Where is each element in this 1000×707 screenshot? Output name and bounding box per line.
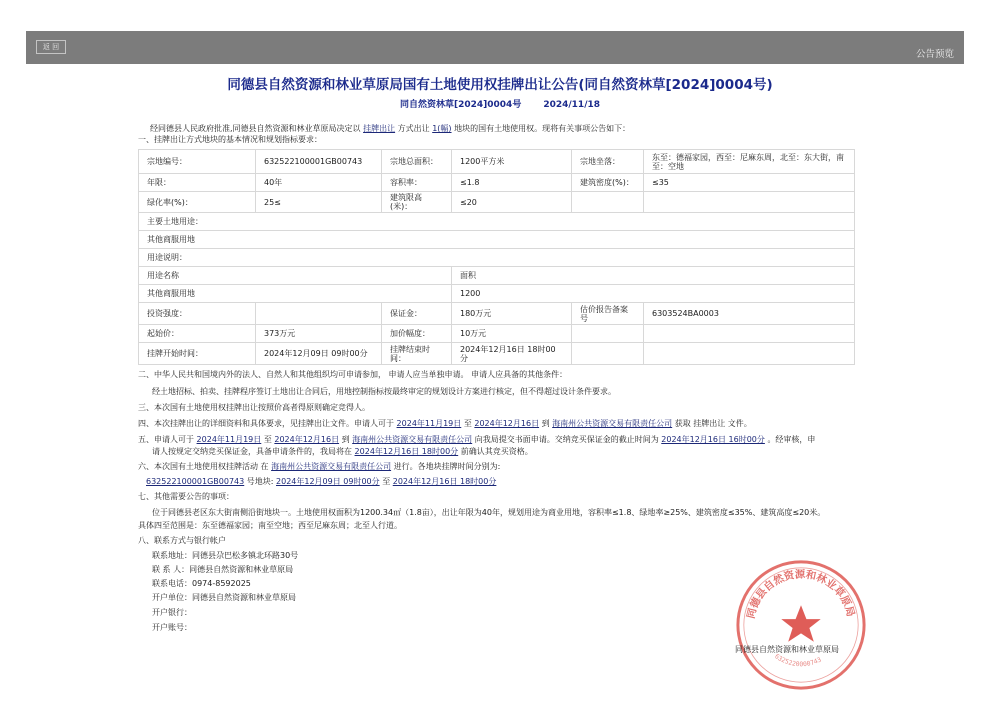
table-row: 绿化率(%)： 25≤ 建筑限高(米)： ≤20 (139, 192, 855, 213)
section-7-line-2: 具体四至范围是：东至德福家园；南至空地；西至尼麻东周；北至人行道。 (138, 521, 402, 530)
height-limit: ≤20 (452, 192, 572, 213)
section-6-schedule: 632522100001GB00743 号地块: 2024年12月09日 09时00分 至 2024年12月16日 18时00分 (146, 477, 497, 486)
account-number: 开户账号： (152, 623, 192, 632)
schedule-end: 2024年12月16日 18时00分 (392, 477, 497, 486)
section-3-text: 三、本次国有土地使用权挂牌出让按照价高者得原则确定竞得人。 (138, 403, 370, 412)
term: 40年 (256, 174, 382, 192)
starting-price: 373万元 (256, 325, 382, 343)
parcel-number: 632522100001GB00743 (256, 150, 382, 174)
parcel-location: 东至：德福家园，西至：尼麻东周，北至：东大街，南至：空地 (644, 150, 855, 174)
investment-intensity (256, 303, 382, 325)
listing-end-time: 2024年12月16日 18时00分 (452, 343, 572, 365)
document-period-end: 2024年12月16日 (474, 419, 540, 428)
section-8-heading: 八、联系方式与银行帐户 (138, 536, 226, 545)
schedule-start: 2024年12月09日 09时00分 (276, 477, 380, 486)
seal-arc-text: 同德县自然资源和林业草原局 (745, 568, 857, 620)
deposit-deadline: 2024年12月16日 16时00分 (661, 435, 765, 444)
use-area: 1200 (452, 285, 855, 303)
table-row: 用途名称 面积 (139, 267, 855, 285)
section-7-heading: 七、其他需要公告的事项： (138, 492, 234, 501)
contact-phone: 联系电话：0974-8592025 (152, 579, 251, 588)
signature-organization: 同德县自然资源和林业草原局 (735, 645, 839, 654)
seal-graphic (732, 556, 870, 694)
section-4-text: 四、本次挂牌出让的详细资料和具体要求，见挂牌出让文件。申请人可于 2024年11月19日 至 2024年12月16日 到 海南州公共资源交易有限责任公司 获取 挂牌出让 文件。 (138, 419, 752, 428)
qualification-confirm-time: 2024年12月16日 18时00分 (354, 447, 459, 456)
parcel-info-table (138, 149, 855, 365)
trading-center: 海南州公共资源交易有限责任公司 (552, 419, 673, 428)
document-period-start: 2024年11月19日 (396, 419, 462, 428)
intro-paragraph: 经同德县人民政府批准,同德县自然资源和林业草原局决定以 挂牌出让 方式出让 1(幅) 地块的国有土地使用权。现将有关事项公告如下： (150, 124, 631, 133)
preview-label: 公告预览 (915, 49, 954, 60)
green-rate: 25≤ (256, 192, 382, 213)
section-2-text: 二、中华人民共和国境内外的法人、自然人和其他组织均可申请参加， 申请人应当单独申请。 申请人应具备的其他条件： (138, 370, 568, 379)
section-7-line-1: 位于同德县老区东大街南侧沿街地块一。土地使用权面积为1200.34㎡（1.8亩），出让年限为40年，规划用途为商业用地，容积率≤1.8、绿地率≥25%、建筑密度≤35%、建筑高度≤20米。 (152, 508, 826, 517)
table-row (139, 231, 855, 249)
bid-increment: 10万元 (452, 325, 572, 343)
table-row: 用途说明： (139, 249, 855, 267)
table-row (139, 285, 855, 303)
section-5-line-2: 请人按规定交纳竞买保证金，具备申请条件的，我局将在 2024年12月16日 18时00分 前确认其竞买资格。 (152, 447, 533, 456)
section-2-detail: 经土地招标、拍卖、挂牌程序签订土地出让合同后，用地控制指标按最终审定的规划设计方案进行核定，但不得超过设计条件要求。 (152, 387, 616, 396)
listing-start-time: 2024年12月09日 09时00分 (256, 343, 382, 365)
account-unit: 开户单位：同德县自然资源和林业草原局 (152, 593, 296, 602)
contact-address: 联系地址：同德县尕巴松多镇北环路30号 (152, 551, 299, 560)
floor-area-ratio: ≤1.8 (452, 174, 572, 192)
contact-person: 联 系 人：同德县自然资源和林业草原局 (152, 565, 294, 574)
schedule-parcel-number: 632522100001GB00743 (146, 477, 245, 486)
announcement-subtitle (0, 97, 1000, 110)
section-1-heading: 一、挂牌出让方式地块的基本情况和规划指标要求： (138, 135, 322, 144)
table-row: 年限： 40年 容积率： ≤1.8 建筑密度(%)： ≤35 (139, 174, 855, 192)
official-seal (732, 556, 870, 694)
table-row: 宗地编号： 632522100001GB00743 宗地总面积： 1200平方米 宗地坐落： 东至：德福家园，西至：尼麻东周，北至：东大街，南至：空地 (139, 150, 855, 174)
parcel-count: 1(幅) (432, 124, 452, 133)
valuation-report-number: 6303524BA0003 (644, 303, 855, 325)
announcement-title: 同德县自然资源和林业草原局国有土地使用权挂牌出让公告(同自然资林草[2024]0004号) (227, 77, 773, 93)
total-area: 1200平方米 (452, 150, 572, 174)
building-density: ≤35 (644, 174, 855, 192)
back-button[interactable]: 返 回 (36, 40, 66, 54)
document-number: 同自然资林草[2024]0004号 (400, 100, 522, 110)
transfer-method: 挂牌出让 (363, 124, 396, 133)
bank-name: 开户银行： (152, 608, 192, 617)
table-row: 挂牌开始时间： 2024年12月09日 09时00分 挂牌结束时间： 2024年12月16日 18时00分 (139, 343, 855, 365)
announcement-date: 2024/11/18 (543, 100, 600, 110)
seal-code: 6325220000743 (773, 652, 823, 669)
seal-star-icon (781, 605, 820, 641)
table-row: 主要土地用途： (139, 213, 855, 231)
section-6-text: 六、本次国有土地使用权挂牌活动 在 海南州公共资源交易有限责任公司 进行。各地块挂牌时间分别为: (138, 462, 501, 471)
table-row: 投资强度： 保证金： 180万元 估价报告备案号 6303524BA0003 (139, 303, 855, 325)
section-5-text: 五、申请人可于 2024年11月19日 至 2024年12月16日 到 海南州公共资源交易有限责任公司 向我局提交书面申请。交纳竞买保证金的截止时间为 2024年12月16日 16时00分 。经审核，申 (138, 435, 816, 444)
viewer-toolbar (26, 31, 964, 64)
main-land-use: 其他商服用地 (139, 231, 855, 249)
deposit: 180万元 (452, 303, 572, 325)
use-name: 其他商服用地 (139, 285, 452, 303)
table-row: 起始价： 373万元 加价幅度： 10万元 (139, 325, 855, 343)
